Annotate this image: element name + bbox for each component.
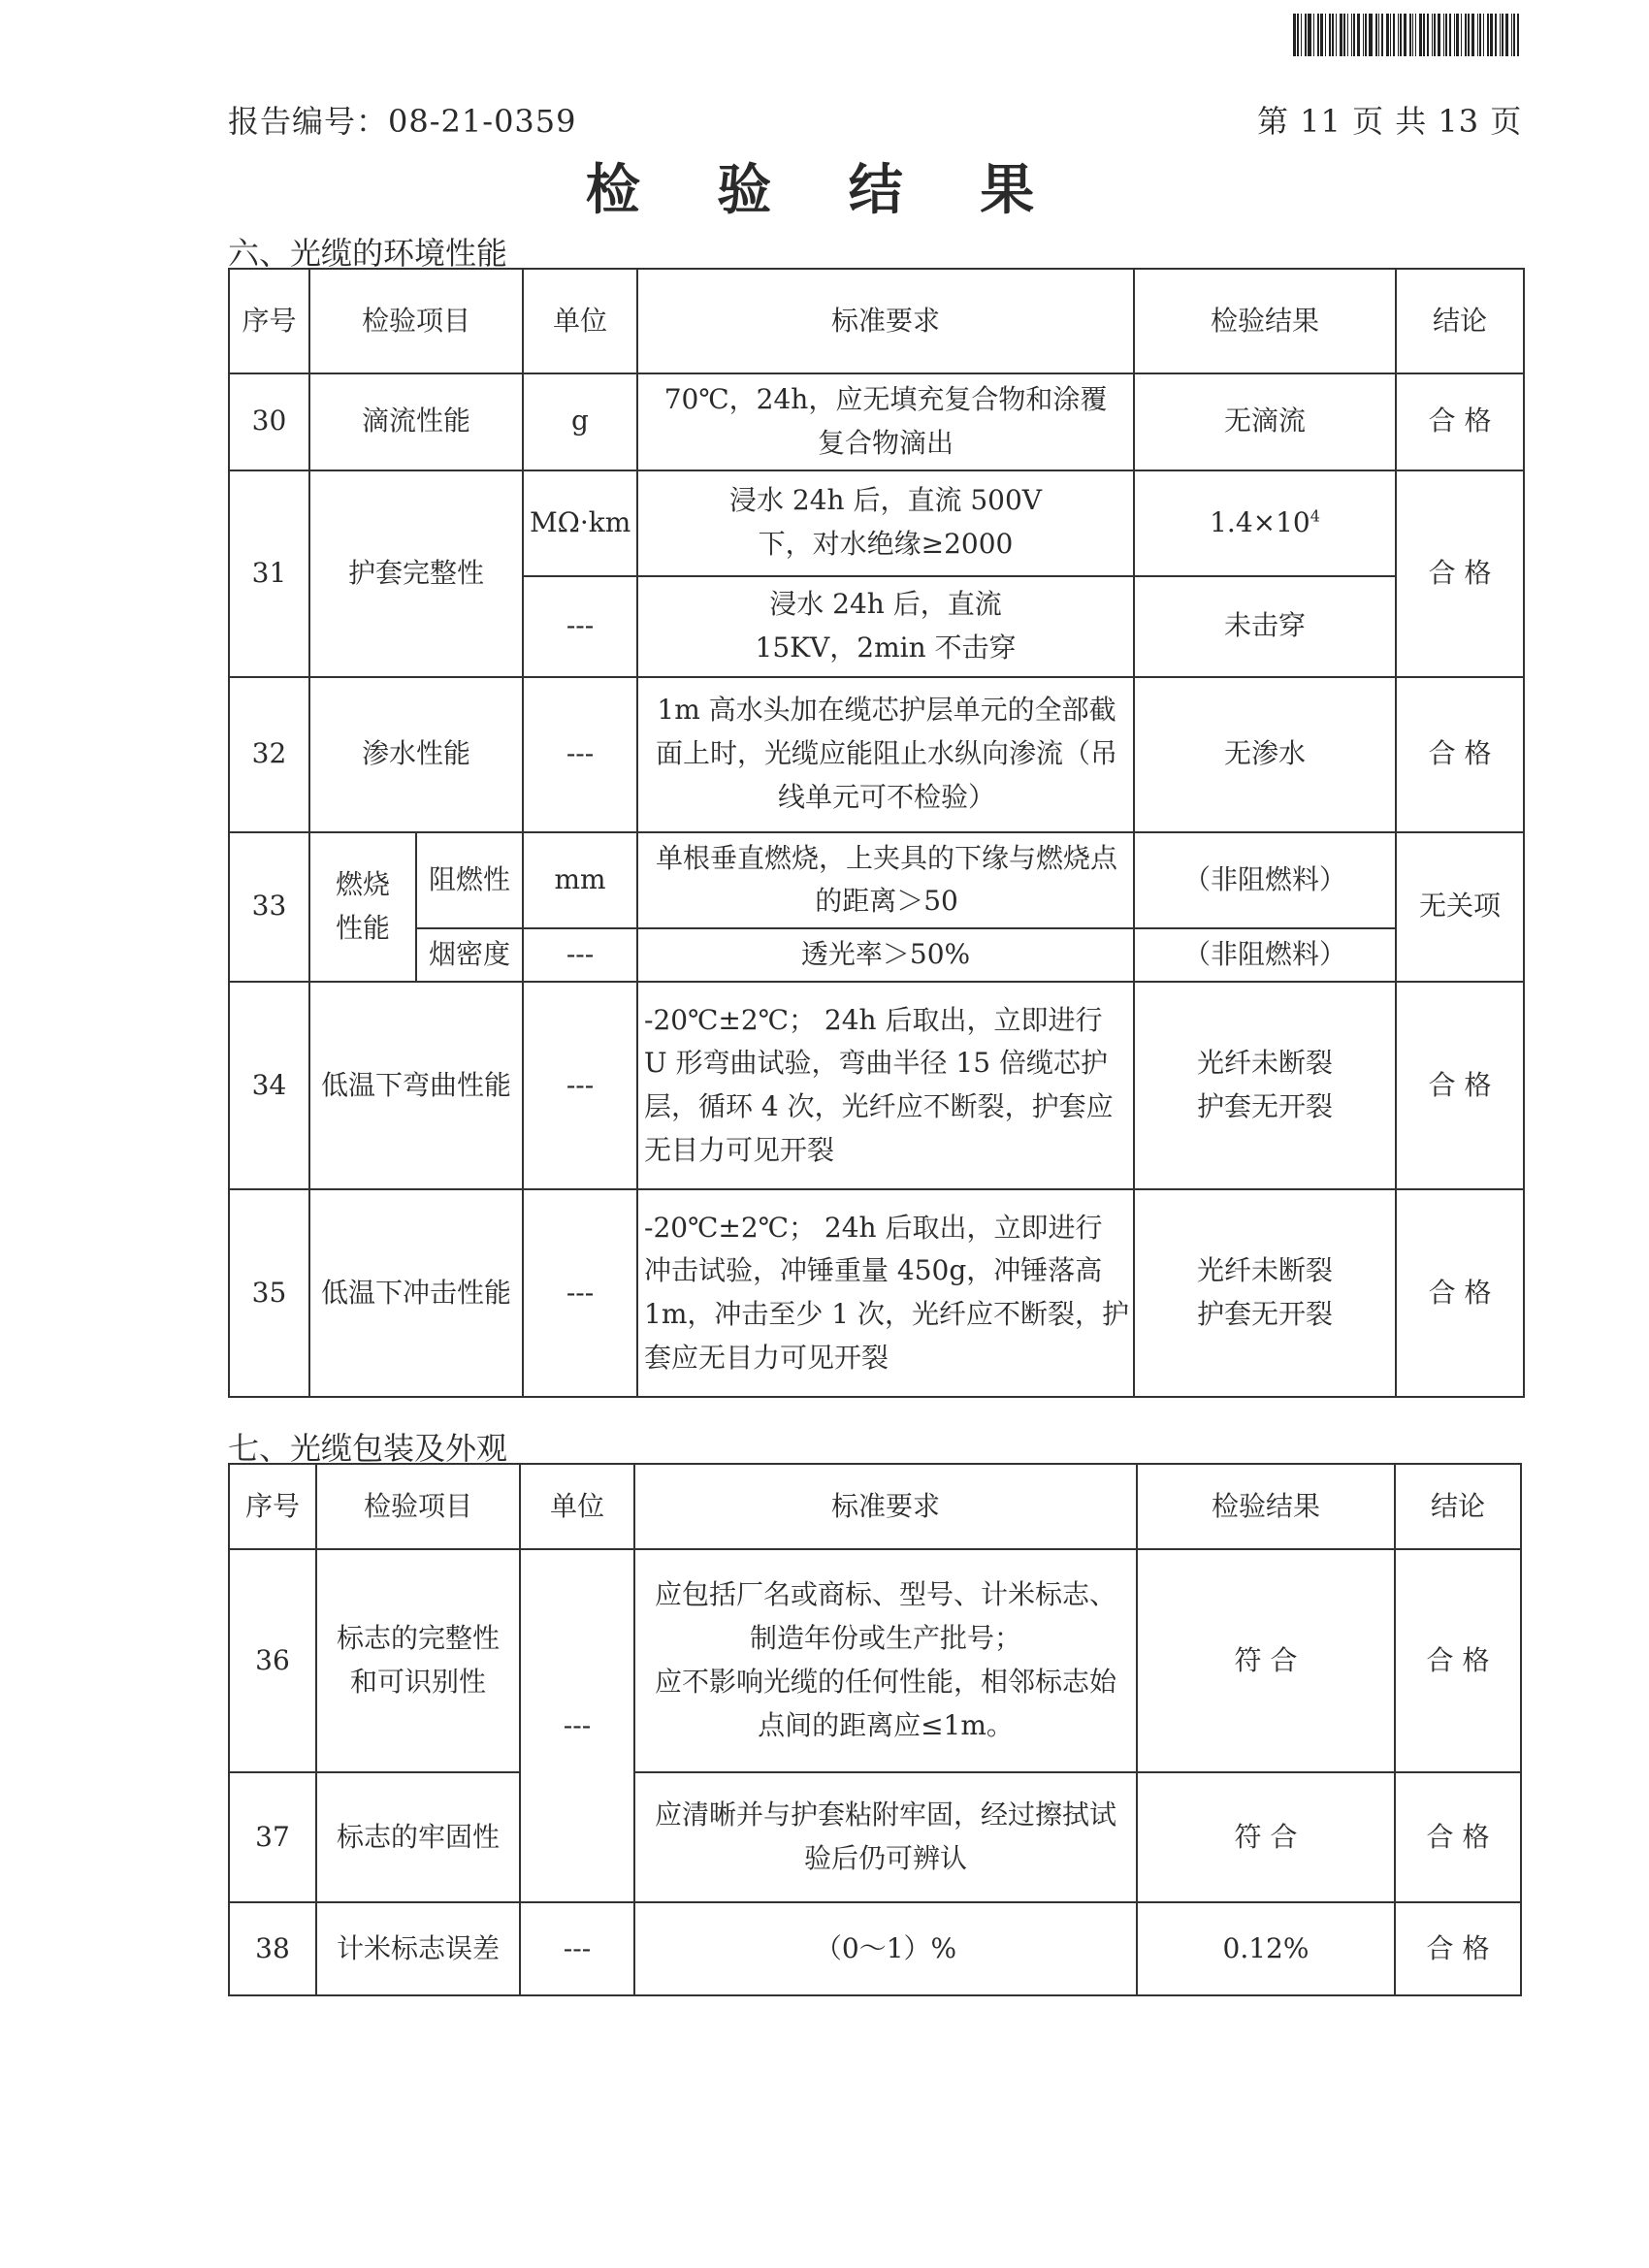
row-requirement [634,1772,1137,1902]
item-line-2: 和可识别性 [349,1666,486,1698]
barcode-bar [1305,14,1307,56]
row-conclusion: 合 格 [1395,1549,1521,1772]
requirement-text: -20℃±2℃； 24h 后取出，立即进行 U 形弯曲试验，弯曲半径 15 倍缆芯护层，循环 4 次，光纤应不断裂，护套应无目力可见开裂 [644,1003,1114,1166]
barcode-bar [1313,14,1314,56]
barcode-bar [1365,14,1367,56]
barcode-bar [1320,14,1323,56]
row-no: 35 [229,1189,309,1397]
row-item: 计米标志误差 [316,1902,520,1995]
row-unit: --- [523,928,637,982]
row-item [316,1549,520,1772]
row-result: （非阻燃料） [1134,832,1396,929]
requirement-text: 单根垂直燃烧，上夹具的下缘与燃烧点的距离＞50 [656,841,1118,918]
table-row [229,832,1524,929]
environment-table [228,268,1525,1398]
barcode-bar [1301,14,1302,56]
row-requirement [637,576,1134,677]
barcode [1293,14,1582,56]
barcode-bar [1423,14,1425,56]
barcode-bar [1351,14,1352,56]
barcode-bar [1487,14,1489,56]
row-item: 低温下弯曲性能 [309,982,523,1189]
row-result: 符 合 [1137,1549,1395,1772]
col-conclusion: 结论 [1396,269,1524,373]
row-unit: MΩ·km [523,470,637,576]
row-conclusion: 合 格 [1396,470,1524,677]
row-no: 30 [229,373,309,470]
barcode-bar [1490,14,1493,56]
col-result: 检验结果 [1134,269,1396,373]
barcode-bar [1332,14,1334,56]
barcode-bar [1461,14,1462,56]
row-no: 36 [229,1549,316,1772]
row-result [1134,470,1396,576]
barcode-bar [1347,14,1348,56]
result-line-1: 光纤未断裂 [1197,1047,1334,1080]
col-requirement: 标准要求 [637,269,1134,373]
barcode-bar [1293,14,1296,56]
item-text: 燃烧性能 [335,868,390,944]
row-conclusion: 无关项 [1396,832,1524,983]
table-row [229,470,1524,576]
barcode-bar [1445,14,1447,56]
table-row [229,1189,1524,1397]
col-unit: 单位 [523,269,637,373]
requirement-text-2: 应不影响光缆的任何性能，相邻标志始点间的距离应≤1m。 [654,1666,1116,1741]
barcode-bar [1454,14,1455,56]
barcode-bar [1363,14,1364,56]
barcode-bar [1471,14,1474,56]
row-requirement [637,373,1134,470]
row-item: 标志的牢固性 [316,1772,520,1902]
barcode-bar [1353,14,1355,56]
col-item: 检验项目 [316,1464,520,1549]
barcode-bar [1400,14,1402,56]
barcode-bar [1511,14,1512,56]
row-unit: --- [523,576,637,677]
row-item: 护套完整性 [309,470,523,677]
barcode-bar [1513,14,1515,56]
barcode-bar [1329,14,1331,56]
row-item: 滴流性能 [309,373,523,470]
barcode-bar [1438,14,1440,56]
row-result [1134,1189,1396,1397]
row-requirement [634,1549,1137,1772]
barcode-bar [1505,14,1508,56]
row-requirement: 透光率＞50% [637,928,1134,982]
barcode-bar [1500,14,1501,56]
barcode-bar [1386,14,1389,56]
row-unit: --- [520,1902,634,1995]
row-requirement [637,832,1134,929]
barcode-bar [1495,14,1497,56]
barcode-bar [1336,14,1337,56]
barcode-bar [1357,14,1360,56]
row-no: 38 [229,1902,316,1995]
requirement-text: 浸水 24h 后，直流 500V 下，对水绝缘≥2000 [729,484,1043,561]
table-row [229,1549,1521,1772]
table-row [229,1902,1521,1995]
table-row [229,677,1524,832]
table-header-row [229,269,1524,373]
col-unit: 单位 [520,1464,634,1549]
requirement-text: 浸水 24h 后，直流 15KV，2min 不击穿 [755,587,1017,664]
barcode-bar [1449,14,1451,56]
barcode-bar [1412,14,1413,56]
barcode-bar [1465,14,1467,56]
report-number: 报告编号：08-21-0359 [228,103,577,140]
barcode-bar [1398,14,1399,56]
barcode-bar [1443,14,1444,56]
row-subitem: 烟密度 [416,928,523,982]
table-row [229,928,1524,982]
row-subitem: 阻燃性 [416,832,523,929]
row-no: 34 [229,982,309,1189]
barcode-bar [1297,14,1299,56]
barcode-bar [1432,14,1433,56]
col-no: 序号 [229,1464,316,1549]
row-unit: --- [520,1549,634,1902]
row-conclusion: 合 格 [1396,1189,1524,1397]
requirement-text: 应清晰并与护套粘附牢固，经过擦拭试验后仍可辨认 [654,1798,1116,1874]
row-item: 渗水性能 [309,677,523,832]
page-info: 第 11 页 共 13 页 [1257,103,1523,140]
barcode-bar [1340,14,1342,56]
barcode-bar [1415,14,1416,56]
barcode-bar [1468,14,1470,56]
row-conclusion: 合 格 [1396,982,1524,1189]
barcode-bar [1456,14,1459,56]
row-result: （非阻燃料） [1134,928,1396,982]
barcode-bar [1434,14,1436,56]
table-header-row [229,1464,1521,1549]
row-requirement [637,1189,1134,1397]
row-conclusion: 合 格 [1395,1772,1521,1902]
barcode-bar [1479,14,1481,56]
requirement-text-1: 应包括厂名或商标、型号、计米标志、制造年份或生产批号； [654,1578,1116,1655]
barcode-bar [1378,14,1379,56]
row-result: 无渗水 [1134,677,1396,832]
row-unit: g [523,373,637,470]
row-result: 未击穿 [1134,576,1396,677]
barcode-bar [1427,14,1429,56]
barcode-bar [1393,14,1395,56]
result-line-2: 护套无开裂 [1197,1090,1334,1123]
requirement-text: 1m 高水头加在缆芯护层单元的全部截面上时，光缆应能阻止水纵向渗流（吊线单元可不检验） [656,694,1118,813]
row-conclusion: 合 格 [1395,1902,1521,1995]
page-title: 检 验 结 果 [585,158,1064,222]
barcode-bar [1375,14,1377,56]
table-row [229,1772,1521,1902]
barcode-bar [1517,14,1519,56]
row-no: 33 [229,832,309,983]
barcode-bar [1409,14,1411,56]
col-conclusion: 结论 [1395,1464,1521,1549]
col-no: 序号 [229,269,309,373]
row-item: 低温下冲击性能 [309,1189,523,1397]
barcode-bar [1502,14,1504,56]
row-conclusion: 合 格 [1396,373,1524,470]
row-result [1134,982,1396,1189]
row-result: 无滴流 [1134,373,1396,470]
row-no: 31 [229,470,309,677]
result-line-2: 护套无开裂 [1197,1298,1334,1331]
row-result: 0.12% [1137,1902,1395,1995]
barcode-bar [1404,14,1406,56]
barcode-bar [1308,14,1311,56]
row-item [309,832,416,983]
row-unit: --- [523,1189,637,1397]
barcode-bar [1325,14,1326,56]
row-requirement: （0～1）% [634,1902,1137,1995]
row-unit: --- [523,677,637,832]
item-line-1: 标志的完整性 [336,1622,500,1655]
col-result: 检验结果 [1137,1464,1395,1549]
row-result: 符 合 [1137,1772,1395,1902]
result-exponent: 4 [1310,506,1320,526]
barcode-bar [1483,14,1484,56]
result-line-1: 光纤未断裂 [1197,1254,1334,1287]
row-no: 32 [229,677,309,832]
section6-heading: 六、光缆的环境性能 [228,235,508,272]
barcode-bar [1369,14,1373,56]
col-requirement: 标准要求 [634,1464,1137,1549]
barcode-bar [1381,14,1383,56]
section7-heading: 七、光缆包装及外观 [228,1430,508,1467]
result-base: 1.4×10 [1210,505,1310,538]
barcode-bar [1343,14,1345,56]
col-item: 检验项目 [309,269,523,373]
barcode-bar [1317,14,1319,56]
barcode-bar [1419,14,1422,56]
row-requirement [637,677,1134,832]
table-row [229,982,1524,1189]
barcode-bar [1477,14,1478,56]
row-unit: --- [523,982,637,1189]
table-row [229,373,1524,470]
requirement-text: -20℃±2℃； 24h 后取出，立即进行冲击试验，冲锤重量 450g，冲锤落高 1m，冲击至少 1 次，光纤应不断裂，护套应无目力可见开裂 [644,1211,1129,1374]
requirement-text: 70℃，24h，应无填充复合物和涂覆复合物滴出 [663,383,1108,459]
row-no: 37 [229,1772,316,1902]
barcode-bar [1390,14,1391,56]
row-conclusion: 合 格 [1396,677,1524,832]
row-unit: mm [523,832,637,929]
packaging-table [228,1463,1522,1996]
row-requirement [637,470,1134,576]
row-requirement [637,982,1134,1189]
